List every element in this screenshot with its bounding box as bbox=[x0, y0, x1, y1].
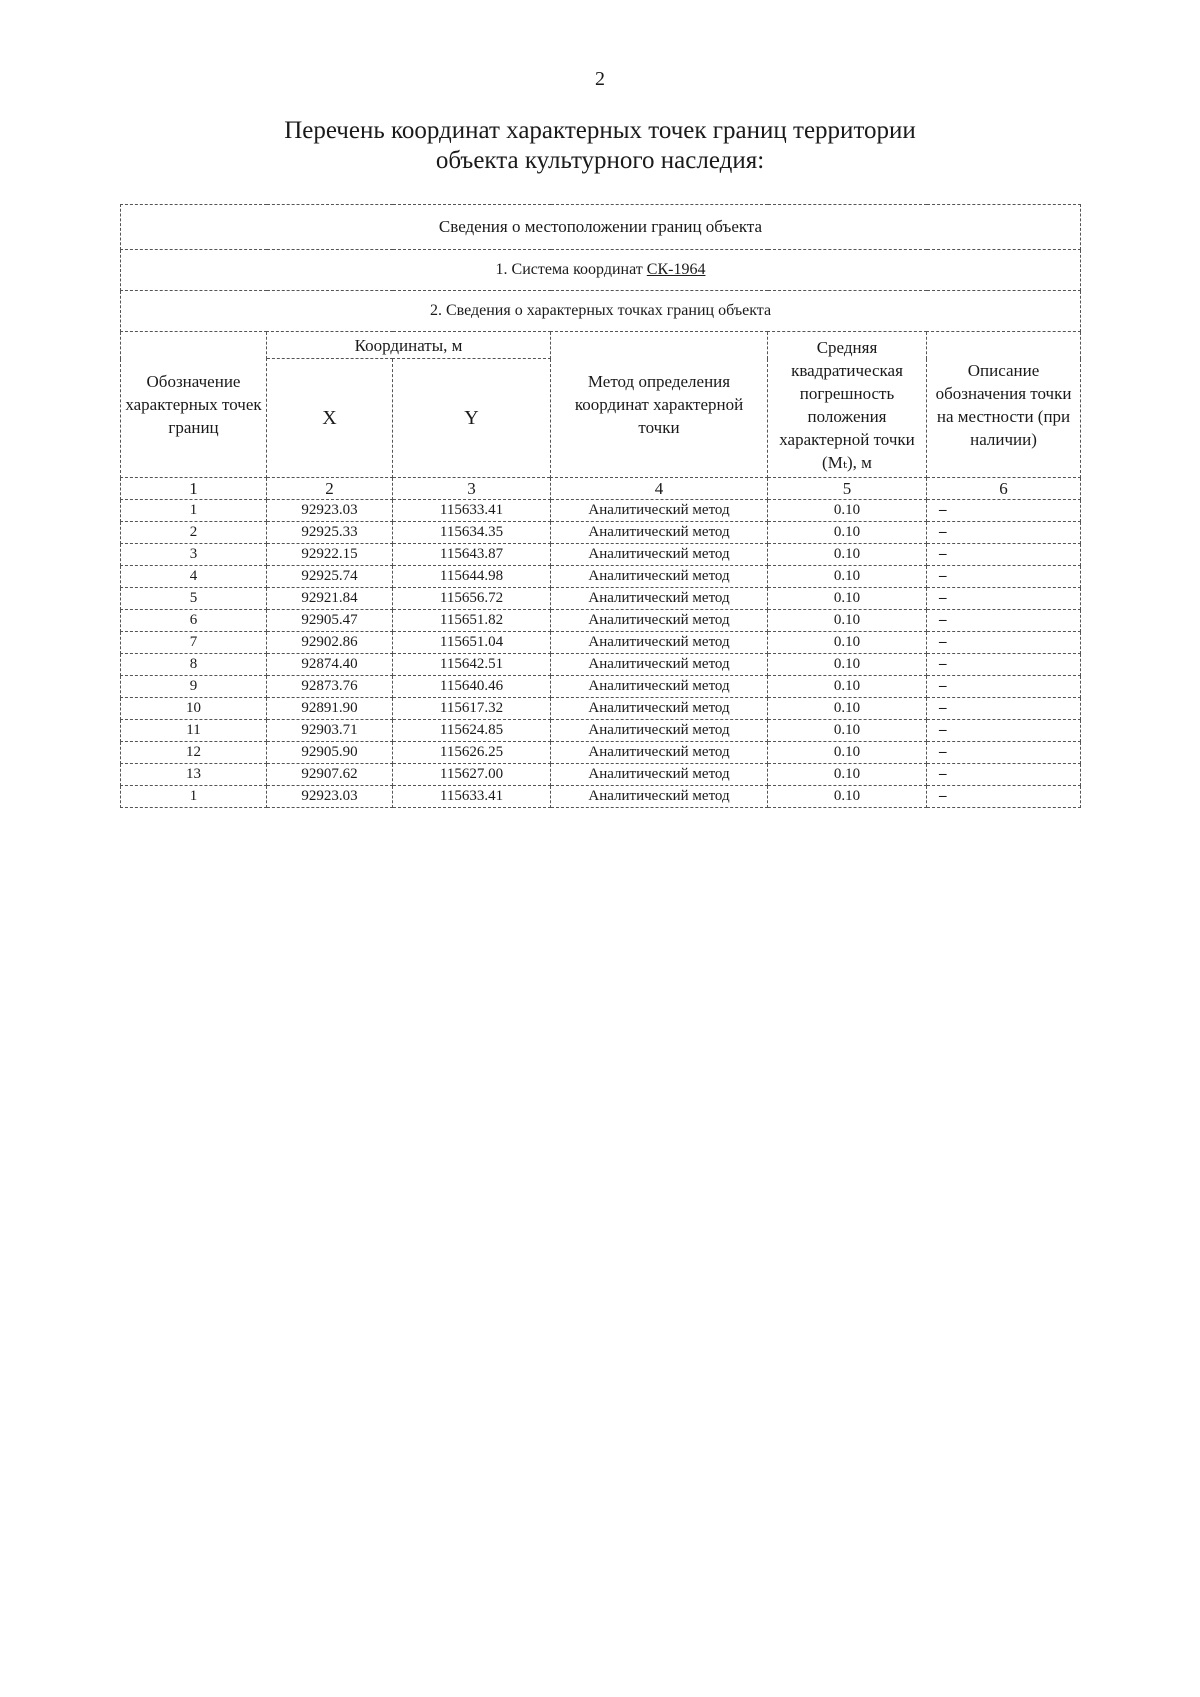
cell-error: 0.10 bbox=[768, 742, 927, 764]
cell-x: 92873.76 bbox=[267, 676, 393, 698]
cell-y: 115617.32 bbox=[393, 698, 551, 720]
cell-x: 92903.71 bbox=[267, 720, 393, 742]
coordinate-system-value: СК-1964 bbox=[646, 261, 706, 278]
cell-description: – bbox=[927, 544, 1081, 566]
table-row bbox=[121, 522, 1081, 544]
column-number: 2 bbox=[267, 478, 393, 500]
cell-point: 2 bbox=[121, 522, 267, 544]
cell-y: 115644.98 bbox=[393, 566, 551, 588]
cell-description: – bbox=[927, 632, 1081, 654]
cell-method: Аналитический метод bbox=[551, 742, 768, 764]
cell-point: 7 bbox=[121, 632, 267, 654]
cell-error: 0.10 bbox=[768, 544, 927, 566]
cell-description: – bbox=[927, 500, 1081, 522]
header-description: Описание обозначения точки на местности (при наличии) bbox=[927, 332, 1081, 478]
cell-method: Аналитический метод bbox=[551, 544, 768, 566]
header-designation: Обозначение характерных точек границ bbox=[121, 332, 267, 478]
page-number: 2 bbox=[595, 68, 605, 90]
cell-error: 0.10 bbox=[768, 676, 927, 698]
table-row bbox=[121, 764, 1081, 786]
cell-y: 115642.51 bbox=[393, 654, 551, 676]
cell-y: 115640.46 bbox=[393, 676, 551, 698]
cell-x: 92923.03 bbox=[267, 500, 393, 522]
cell-method: Аналитический метод bbox=[551, 566, 768, 588]
header-coordinates: Координаты, м bbox=[267, 332, 551, 359]
column-number: 5 bbox=[768, 478, 927, 500]
cell-description: – bbox=[927, 610, 1081, 632]
cell-x: 92891.90 bbox=[267, 698, 393, 720]
cell-description: – bbox=[927, 588, 1081, 610]
cell-method: Аналитический метод bbox=[551, 676, 768, 698]
cell-x: 92923.03 bbox=[267, 786, 393, 808]
table-row bbox=[121, 786, 1081, 808]
cell-y: 115651.04 bbox=[393, 632, 551, 654]
cell-x: 92922.15 bbox=[267, 544, 393, 566]
cell-x: 92905.90 bbox=[267, 742, 393, 764]
cell-point: 4 bbox=[121, 566, 267, 588]
cell-error: 0.10 bbox=[768, 786, 927, 808]
table-row bbox=[121, 676, 1081, 698]
cell-error: 0.10 bbox=[768, 522, 927, 544]
cell-error: 0.10 bbox=[768, 632, 927, 654]
cell-description: – bbox=[927, 676, 1081, 698]
cell-y: 115634.35 bbox=[393, 522, 551, 544]
cell-description: – bbox=[927, 742, 1081, 764]
cell-method: Аналитический метод bbox=[551, 522, 768, 544]
cell-point: 8 bbox=[121, 654, 267, 676]
section-header-row bbox=[121, 205, 1081, 250]
cell-point: 1 bbox=[121, 500, 267, 522]
cell-error: 0.10 bbox=[768, 610, 927, 632]
column-number-row bbox=[121, 478, 1081, 500]
document-title bbox=[200, 116, 1000, 176]
cell-point: 10 bbox=[121, 698, 267, 720]
cell-description: – bbox=[927, 764, 1081, 786]
table-row bbox=[121, 632, 1081, 654]
cell-error: 0.10 bbox=[768, 764, 927, 786]
cell-method: Аналитический метод bbox=[551, 654, 768, 676]
cell-error: 0.10 bbox=[768, 654, 927, 676]
cell-description: – bbox=[927, 566, 1081, 588]
cell-description: – bbox=[927, 698, 1081, 720]
cell-x: 92907.62 bbox=[267, 764, 393, 786]
cell-y: 115643.87 bbox=[393, 544, 551, 566]
cell-point: 11 bbox=[121, 720, 267, 742]
cell-y: 115626.25 bbox=[393, 742, 551, 764]
cell-point: 9 bbox=[121, 676, 267, 698]
cell-point: 6 bbox=[121, 610, 267, 632]
cell-method: Аналитический метод bbox=[551, 610, 768, 632]
document-title-line-2: объекта культурного наследия: bbox=[435, 147, 765, 174]
table-row bbox=[121, 742, 1081, 764]
header-row-1 bbox=[121, 332, 1081, 359]
cell-method: Аналитический метод bbox=[551, 500, 768, 522]
cell-y: 115627.00 bbox=[393, 764, 551, 786]
cell-error: 0.10 bbox=[768, 500, 927, 522]
column-number: 6 bbox=[927, 478, 1081, 500]
cell-error: 0.10 bbox=[768, 566, 927, 588]
cell-method: Аналитический метод bbox=[551, 720, 768, 742]
cell-x: 92905.47 bbox=[267, 610, 393, 632]
cell-y: 115633.41 bbox=[393, 500, 551, 522]
cell-method: Аналитический метод bbox=[551, 632, 768, 654]
cell-x: 92902.86 bbox=[267, 632, 393, 654]
points-info-row bbox=[121, 291, 1081, 332]
cell-y: 115624.85 bbox=[393, 720, 551, 742]
cell-description: – bbox=[927, 720, 1081, 742]
header-method: Метод определения координат характерной точки bbox=[551, 332, 768, 478]
cell-description: – bbox=[927, 786, 1081, 808]
cell-y: 115651.82 bbox=[393, 610, 551, 632]
table-row bbox=[121, 566, 1081, 588]
cell-method: Аналитический метод bbox=[551, 588, 768, 610]
document-title-line-1: Перечень координат характерных точек границ территории bbox=[284, 117, 916, 144]
cell-description: – bbox=[927, 522, 1081, 544]
cell-error: 0.10 bbox=[768, 698, 927, 720]
table-row bbox=[121, 500, 1081, 522]
cell-point: 13 bbox=[121, 764, 267, 786]
header-error: Средняя квадратическая погрешность положения характерной точки (Mₜ), м bbox=[768, 332, 927, 478]
cell-y: 115656.72 bbox=[393, 588, 551, 610]
column-number: 3 bbox=[393, 478, 551, 500]
cell-x: 92874.40 bbox=[267, 654, 393, 676]
section-header: Сведения о местоположении границ объекта bbox=[121, 205, 1081, 250]
table-row bbox=[121, 720, 1081, 742]
cell-description: – bbox=[927, 654, 1081, 676]
cell-y: 115633.41 bbox=[393, 786, 551, 808]
cell-method: Аналитический метод bbox=[551, 764, 768, 786]
column-number: 4 bbox=[551, 478, 768, 500]
coordinate-system-row bbox=[121, 250, 1081, 291]
cell-point: 12 bbox=[121, 742, 267, 764]
coordinates-table bbox=[120, 204, 1081, 808]
cell-point: 3 bbox=[121, 544, 267, 566]
coordinate-system bbox=[121, 250, 1081, 291]
cell-x: 92921.84 bbox=[267, 588, 393, 610]
table-row bbox=[121, 544, 1081, 566]
header-y: Y bbox=[393, 359, 551, 478]
cell-error: 0.10 bbox=[768, 720, 927, 742]
table-row bbox=[121, 610, 1081, 632]
cell-method: Аналитический метод bbox=[551, 698, 768, 720]
cell-error: 0.10 bbox=[768, 588, 927, 610]
points-info: 2. Сведения о характерных точках границ объекта bbox=[121, 291, 1081, 332]
cell-method: Аналитический метод bbox=[551, 786, 768, 808]
cell-point: 1 bbox=[121, 786, 267, 808]
table-row bbox=[121, 588, 1081, 610]
cell-x: 92925.74 bbox=[267, 566, 393, 588]
coordinate-system-label: 1. Система координат bbox=[495, 261, 647, 278]
table-row bbox=[121, 698, 1081, 720]
column-number: 1 bbox=[121, 478, 267, 500]
cell-x: 92925.33 bbox=[267, 522, 393, 544]
table-row bbox=[121, 654, 1081, 676]
cell-point: 5 bbox=[121, 588, 267, 610]
header-x: X bbox=[267, 359, 393, 478]
